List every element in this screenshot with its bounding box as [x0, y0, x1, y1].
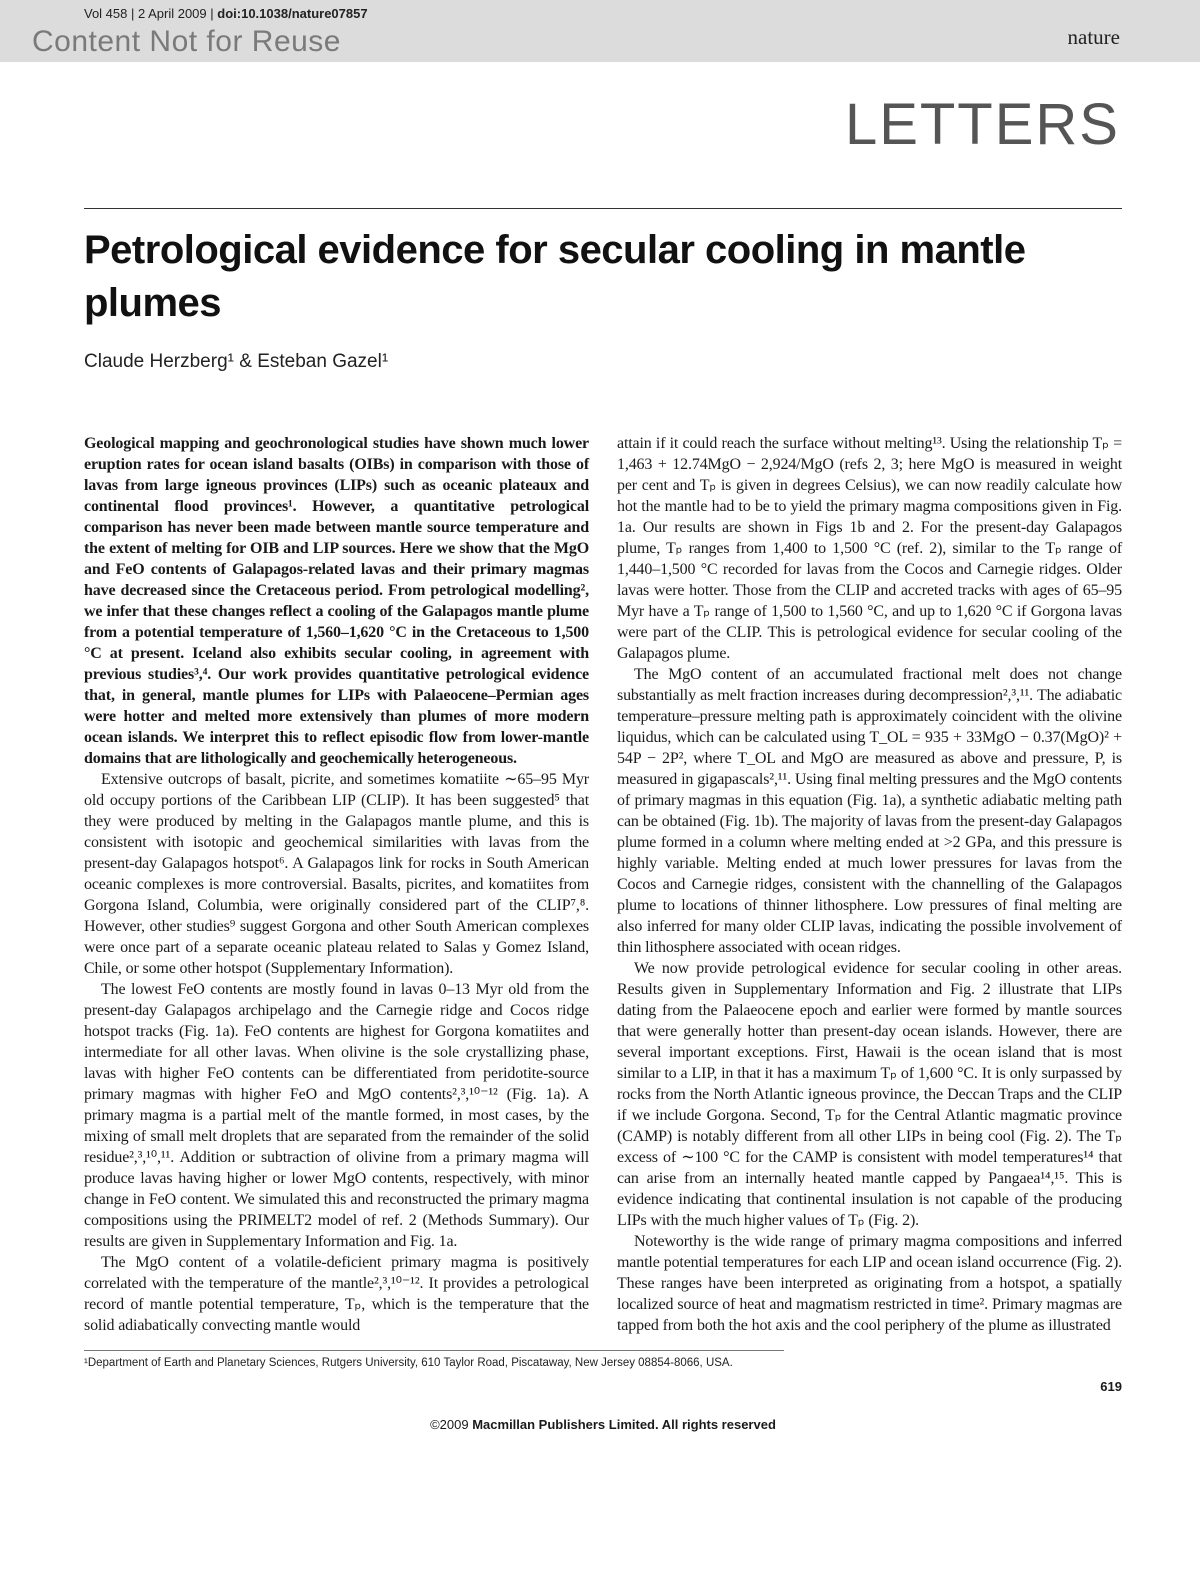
section-heading: LETTERS	[844, 92, 1120, 157]
page-number: 619	[1100, 1379, 1122, 1394]
issue-date: 2 April 2009	[137, 6, 207, 21]
body-paragraph: Extensive outcrops of basalt, picrite, and sometimes komatiite ∼65–95 Myr old occupy portions of the Caribbean LIP (CLIP). It has been suggested⁵ that they were produced by melting in the Galapagos mantle plume, and this is consistent with isotopic and geochemical similarities with lavas from the present-day Galapagos hotspot⁶. A Galapagos link for rocks in South American oceanic complexes is more controversial. Basalts, picrites, and komatiites from Gorgona Island, Columbia, were originally considered part of the CLIP⁷,⁸. However, other studies⁹ suggest Gorgona and other South American complexes were once part of a separate oceanic plateau related to Salas y Gomez Island, Chile, or some other hotspot (Supplementary Information).	[84, 771, 589, 977]
abstract: Geological mapping and geochronological studies have shown much lower eruption rates for ocean island basalts (OIBs) in comparison with those of lavas from large igneous provinces (LIPs) such as oceanic plateaux and continental flood provinces¹. However, a quantitative petrological comparison has never been made between mantle source temperature and the extent of melting for OIB and LIP sources. Here we show that the MgO and FeO contents of Galapagos-related lavas and their primary magmas have decreased since the Cretaceous period. From petrological modelling², we infer that these changes reflect a cooling of the Galapagos mantle plume from a potential temperature of 1,560–1,620 °C in the Cretaceous to 1,500 °C at present. Iceland also exhibits secular cooling, in agreement with previous studies³,⁴. Our work provides quantitative petrological evidence that, in general, mantle plumes for LIPs with Palaeocene–Permian ages were hotter and melted more extensively than plumes of more modern ocean islands. We interpret this to reflect episodic flow from lower-mantle domains that are lithologically and geochemically heterogeneous.	[84, 435, 589, 767]
body-paragraph: The MgO content of a volatile-deficient primary magma is positively correlated with the temperature of the mantle²,³,¹⁰⁻¹². It provides a petrological record of mantle potential temperature, Tₚ, which is the temperature that the solid adiabatically convecting mantle would	[84, 1254, 589, 1334]
columns	[84, 433, 1122, 1336]
copyright-holder: Macmillan Publishers Limited. All rights reserved	[472, 1417, 776, 1432]
volume: Vol 458	[84, 6, 128, 21]
watermark: Content Not for Reuse	[32, 25, 341, 58]
authors: Claude Herzberg¹ & Esteban Gazel¹	[84, 351, 389, 372]
affiliation-footnote: ¹Department of Earth and Planetary Sciences, Rutgers University, 610 Taylor Road, Piscataway, New Jersey 08854-8066, USA.	[84, 1357, 733, 1369]
body-paragraph: Noteworthy is the wide range of primary magma compositions and inferred mantle potential temperatures for each LIP and ocean island occurrence (Fig. 2). These ranges have been interpreted as originating from a hotspot, a spatially localized source of heat and magmatism restricted in time². Primary magmas are tapped from both the hot axis and the cool periphery of the plume as illustrated	[617, 1233, 1122, 1334]
footnote-divider	[84, 1350, 784, 1351]
body-paragraph: The lowest FeO contents are mostly found in lavas 0–13 Myr old from the present-day Galapagos archipelago and the Carnegie ridge and Cocos ridge hotspot tracks (Fig. 1a). FeO contents are highest for Gorgona komatiites and intermediate for all other lavas. When olivine is the sole crystallizing phase, lavas with higher FeO contents can be differentiated from peridotite-source primary magmas with higher FeO and MgO contents²,³,¹⁰⁻¹² (Fig. 1a). A primary magma is a partial melt of the mantle formed, in most cases, by the mixing of small melt droplets that are separated from the remainder of the solid residue²,³,¹⁰,¹¹. Addition or subtraction of olivine from a primary magma will produce lavas having higher or lower MgO contents, respectively, with minor change in FeO content. We simulated this and reconstructed the primary magma compositions using the PRIMELT2 model of ref. 2 (Methods Summary). Our results are given in Supplementary Information and Fig. 1a.	[84, 981, 589, 1250]
body-paragraph: We now provide petrological evidence for secular cooling in other areas. Results given in Supplementary Information and Fig. 2 illustrate that LIPs dating from the Palaeocene epoch and earlier were formed by mantle sources that were generally hotter than present-day ocean islands. However, there are several important exceptions. First, Hawaii is the ocean island that is most similar to a LIP, in that it has a maximum Tₚ of 1,600 °C. It is only surpassed by rocks from the North Atlantic igneous province, the Deccan Traps and the CLIP if we include Gorgona. Second, Tₚ for the Central Atlantic magmatic province (CAMP) is notably different from all other LIPs in being cool (Fig. 2). The Tₚ excess of ∼100 °C for the CAMP is consistent with model temperatures¹⁴ that can arise from an internally heated mantle capped by Pangaea¹⁴,¹⁵. This is evidence indicating that continental insulation is not capable of the producing LIPs with the much higher values of Tₚ (Fig. 2).	[617, 960, 1122, 1229]
body-paragraph: The MgO content of an accumulated fractional melt does not change substantially as melt fraction increases during decompression²,³,¹¹. The adiabatic temperature–pressure melting path is approximately coincident with the olivine liquidus, which can be calculated using T_OL = 935 + 33MgO − 0.37(MgO)² + 54P − 2P², where T_OL and MgO are measured as above and pressure, P, is measured in gigapascals²,¹¹. Using final melting pressures and the MgO contents of primary magmas in this equation (Fig. 1a), a synthetic adiabatic melting path can be obtained (Fig. 1b). The majority of lavas from the present-day Galapagos plume formed in a column where melting ended at >2 GPa, and this pressure is highly variable. Melting ended at much lower pressures for lavas from the Cocos and Carnegie ridges, consistent with the channelling of the Galapagos plume to locations of thinner lithosphere. Low pressures of final melting are also inferred for many older CLIP lavas, indicating the possible involvement of thin lithosphere associated with ocean ridges.	[617, 666, 1122, 956]
doi[interactable]: 10.1038/nature07857	[241, 6, 368, 21]
body-paragraph: attain if it could reach the surface without melting¹³. Using the relationship Tₚ = 1,463 + 12.74MgO − 2,924/MgO (refs 2, 3; here MgO is measured in weight per cent and Tₚ is given in degrees Celsius), we can now readily calculate how hot the mantle had to be to yield the primary magma compositions given in Fig. 1a. Our results are shown in Figs 1b and 2. For the present-day Galapagos plume, Tₚ ranges from 1,400 to 1,500 °C (ref. 2), similar to the Tₚ range of 1,440–1,500 °C recorded for lavas from the Cocos and Carnegie ridges. Older lavas were hotter. Those from the CLIP and accreted tracks with ages of 65–95 Myr have a Tₚ range of 1,500 to 1,560 °C, and up to 1,620 °C if Gorgona lavas were part of the CLIP. This is petrological evidence for secular cooling of the Galapagos plume.	[617, 435, 1122, 662]
right-column	[617, 433, 1122, 1336]
journal-citation: Vol 458 | 2 April 2009 | doi:10.1038/nature07857	[84, 6, 368, 21]
copyright-prefix: ©2009	[430, 1417, 473, 1432]
article-title: Petrological evidence for secular cooling in mantle plumes	[84, 228, 1026, 325]
journal-name: nature	[1067, 25, 1120, 49]
copyright	[84, 1417, 1122, 1433]
left-column	[84, 433, 589, 1336]
doi-label: doi:	[217, 6, 242, 21]
